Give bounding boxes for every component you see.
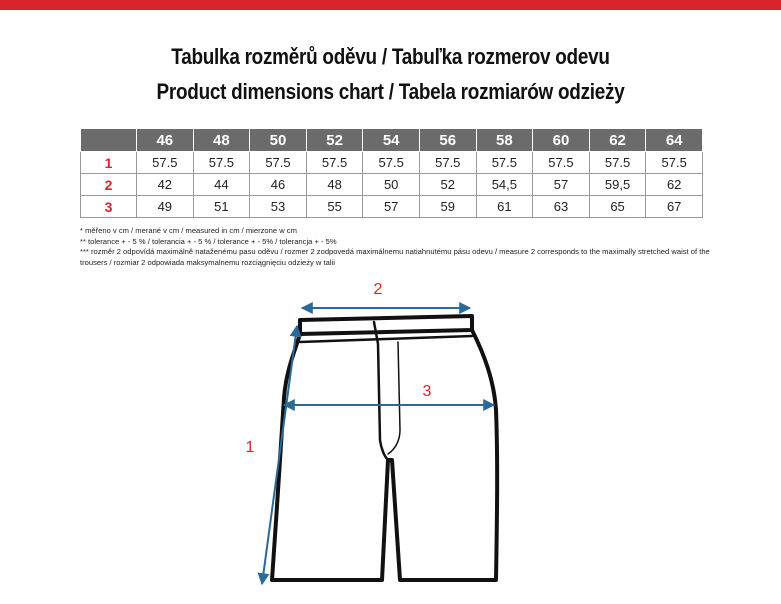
table-row bbox=[81, 152, 703, 174]
length-label: 1 bbox=[245, 439, 255, 456]
table-cell: 48 bbox=[306, 174, 363, 196]
table-cell: 57.5 bbox=[363, 152, 420, 174]
table-row bbox=[81, 174, 703, 196]
shorts-outline bbox=[272, 316, 497, 580]
table-cell: 57.5 bbox=[589, 152, 646, 174]
table-cell: 54,5 bbox=[476, 174, 533, 196]
table-cell: 57.5 bbox=[193, 152, 250, 174]
size-header-cell: 56 bbox=[419, 129, 476, 152]
footnote: * měřeno v cm / merané v cm / measured in cm / mierzone w cm bbox=[80, 226, 297, 235]
table-cell: 49 bbox=[137, 196, 194, 218]
table-cell: 57.5 bbox=[306, 152, 363, 174]
table-cell: 57.5 bbox=[137, 152, 194, 174]
row-label: 2 bbox=[81, 174, 137, 196]
row-label: 1 bbox=[81, 152, 137, 174]
size-header-cell: 50 bbox=[250, 129, 307, 152]
table-cell: 57.5 bbox=[476, 152, 533, 174]
table-cell: 59,5 bbox=[589, 174, 646, 196]
table-cell: 55 bbox=[306, 196, 363, 218]
table-row bbox=[81, 196, 703, 218]
size-header-row bbox=[81, 129, 703, 152]
table-cell: 44 bbox=[193, 174, 250, 196]
table-cell: 52 bbox=[419, 174, 476, 196]
table-cell: 65 bbox=[589, 196, 646, 218]
size-header-cell: 60 bbox=[533, 129, 590, 152]
table-cell: 57 bbox=[533, 174, 590, 196]
size-header-cell: 48 bbox=[193, 129, 250, 152]
header-corner bbox=[81, 129, 137, 152]
size-table bbox=[80, 128, 703, 218]
size-header-cell: 64 bbox=[646, 129, 703, 152]
size-header-cell: 52 bbox=[306, 129, 363, 152]
shorts-diagram bbox=[0, 270, 781, 604]
row-label: 3 bbox=[81, 196, 137, 218]
table-cell: 61 bbox=[476, 196, 533, 218]
table-cell: 53 bbox=[250, 196, 307, 218]
table-cell: 57.5 bbox=[533, 152, 590, 174]
table-cell: 63 bbox=[533, 196, 590, 218]
footnote: ** tolerance + - 5 % / tolerancia + - 5 % / tolerance + - 5% / tolerancja + - 5% bbox=[80, 236, 337, 246]
title-line-2: Product dimensions chart / Tabela rozmiarów odzieży bbox=[156, 79, 625, 104]
title-line-1: Tabulka rozměrů oděvu / Tabuľka rozmerov odevu bbox=[171, 44, 610, 69]
table-cell: 57.5 bbox=[250, 152, 307, 174]
table-cell: 67 bbox=[646, 196, 703, 218]
table-cell: 46 bbox=[250, 174, 307, 196]
table-cell: 59 bbox=[419, 196, 476, 218]
table-cell: 50 bbox=[363, 174, 420, 196]
table-cell: 51 bbox=[193, 196, 250, 218]
table-cell: 57.5 bbox=[419, 152, 476, 174]
footnotes bbox=[80, 226, 720, 268]
table-cell: 42 bbox=[137, 174, 194, 196]
size-header-cell: 62 bbox=[589, 129, 646, 152]
footnote: *** rozměr 2 odpovídá maximálně nataženému pasu oděvu / rozmer 2 zodpovedá maximálnemu natiahnutému pásu odevu / measure 2 corresponds to the maximally stretched waist of the trousers / rozmiar 2 odpowiada maksymalnemu rozciągnięciu odzieży w talii bbox=[80, 247, 710, 267]
table-cell: 57 bbox=[363, 196, 420, 218]
size-header-cell: 54 bbox=[363, 129, 420, 152]
hip-label: 3 bbox=[422, 383, 432, 400]
size-header-cell: 46 bbox=[137, 129, 194, 152]
waist-label: 2 bbox=[373, 281, 383, 298]
length-arrow bbox=[262, 326, 297, 584]
table-cell: 57.5 bbox=[646, 152, 703, 174]
size-header-cell: 58 bbox=[476, 129, 533, 152]
top-accent-bar bbox=[0, 0, 781, 10]
table-cell: 62 bbox=[646, 174, 703, 196]
